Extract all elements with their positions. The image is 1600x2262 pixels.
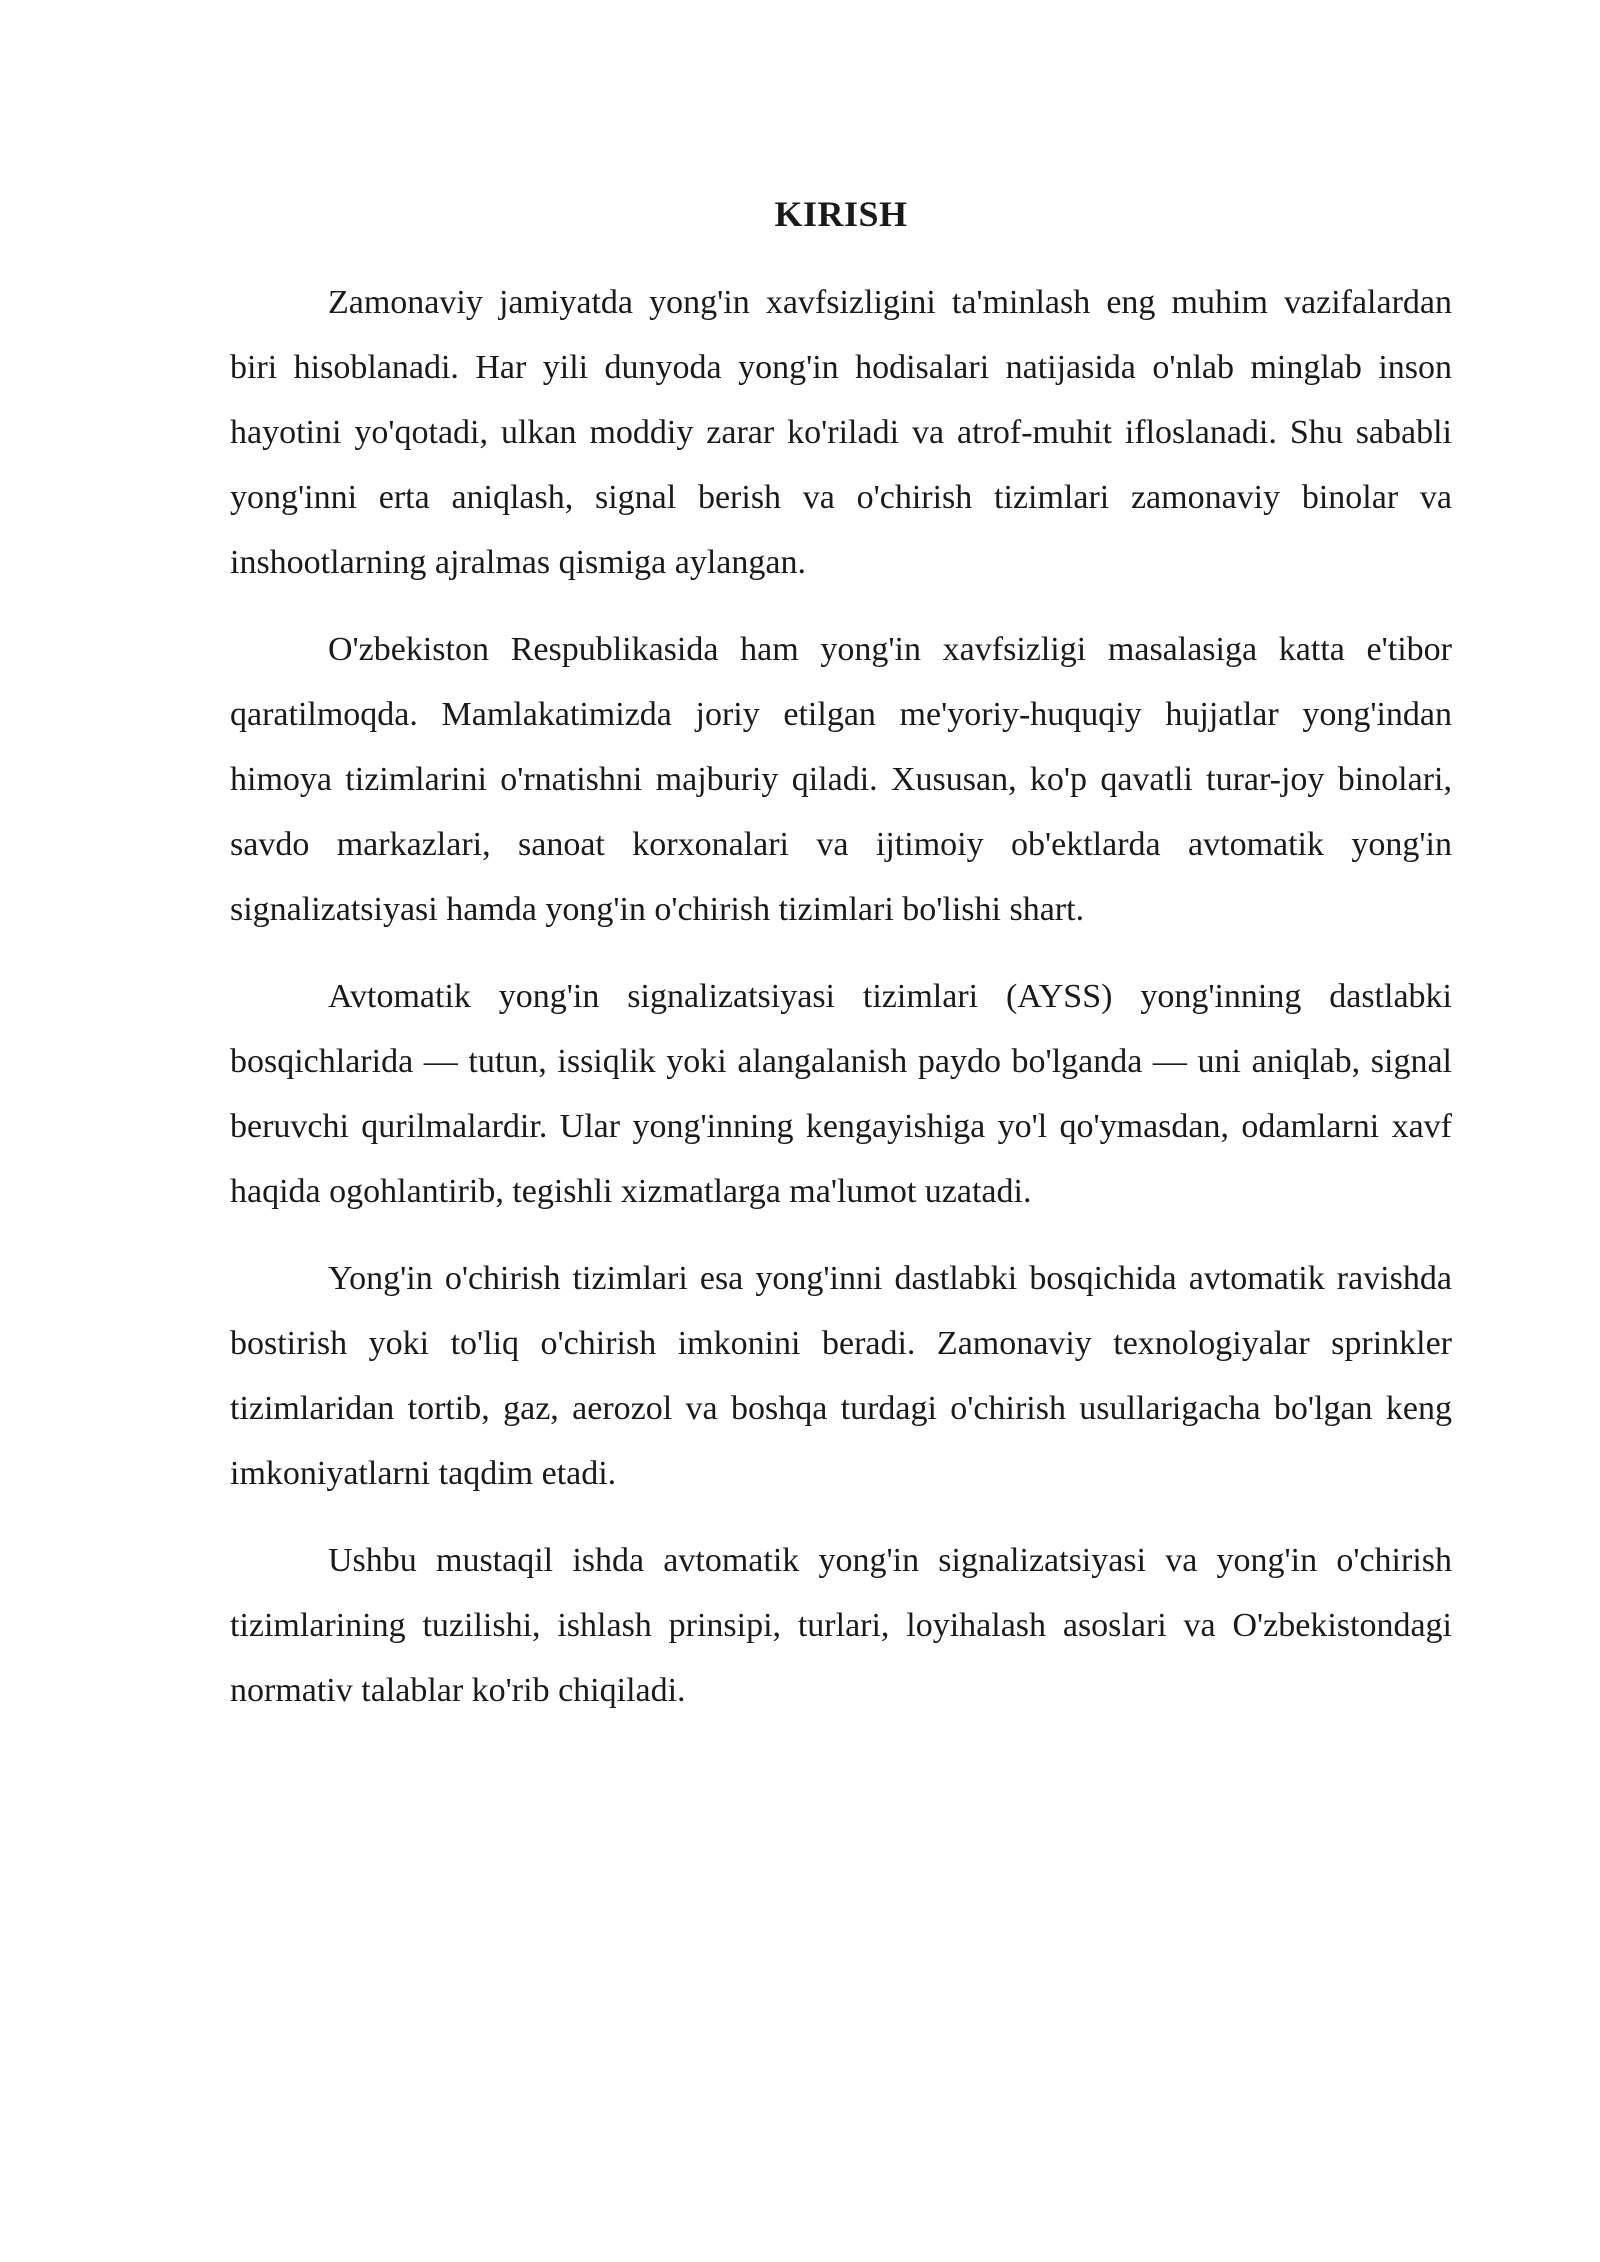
paragraph-4: Yong'in o'chirish tizimlari esa yong'inni dastlabki bosqichida avtomatik ravishda bostirish yoki to'liq o'chirish imkonini beradi. Zamonaviy texnologiyalar sprinkler tizimlaridan tortib, gaz, aerozol va boshqa turdagi o'chirish usullarigacha bo'lgan keng imkoniyatlarni taqdim etadi. [230, 1260, 1452, 1492]
paragraph-5: Ushbu mustaqil ishda avtomatik yong'in signalizatsiyasi va yong'in o'chirish tizimlarining tuzilishi, ishlash prinsipi, turlari, loyihalash asoslari va O'zbekistondagi normativ talablar ko'rib chiqiladi. [230, 1542, 1452, 1709]
paragraph-3: Avtomatik yong'in signalizatsiyasi tizimlari (AYSS) yong'inning dastlabki bosqichlarida — tutun, issiqlik yoki alangalanish paydo bo'lganda — uni aniqlab, signal beruvchi qurilmalardir. Ular yong'inning kengayishiga yo'l qo'ymasdan, odamlarni xavf haqida ogohlantirib, tegishli xizmatlarga ma'lumot uzatadi. [230, 978, 1452, 1210]
paragraph-2: O'zbekiston Respublikasida ham yong'in xavfsizligi masalasiga katta e'tibor qaratilmoqda. Mamlakatimizda joriy etilgan me'yoriy-huquqiy hujjatlar yong'indan himoya tizimlarini o'rnatishni majburiy qiladi. Xususan, ko'p qavatli turar-joy binolari, savdo markazlari, sanoat korxonalari va ijtimoiy ob'ektlarda avtomatik yong'in signalizatsiyasi hamda yong'in o'chirish tizimlari bo'lishi shart. [230, 631, 1452, 928]
document-body [230, 190, 1452, 1745]
paragraph-1: Zamonaviy jamiyatda yong'in xavfsizligini ta'minlash eng muhim vazifalardan biri hisoblanadi. Har yili dunyoda yong'in hodisalari natijasida o'nlab minglab inson hayotini yo'qotadi, ulkan moddiy zarar ko'riladi va atrof-muhit ifloslanadi. Shu sababli yong'inni erta aniqlash, signal berish va o'chirish tizimlari zamonaviy binolar va inshootlarning ajralmas qismiga aylangan. [230, 284, 1452, 581]
page-title: KIRISH [774, 194, 908, 234]
